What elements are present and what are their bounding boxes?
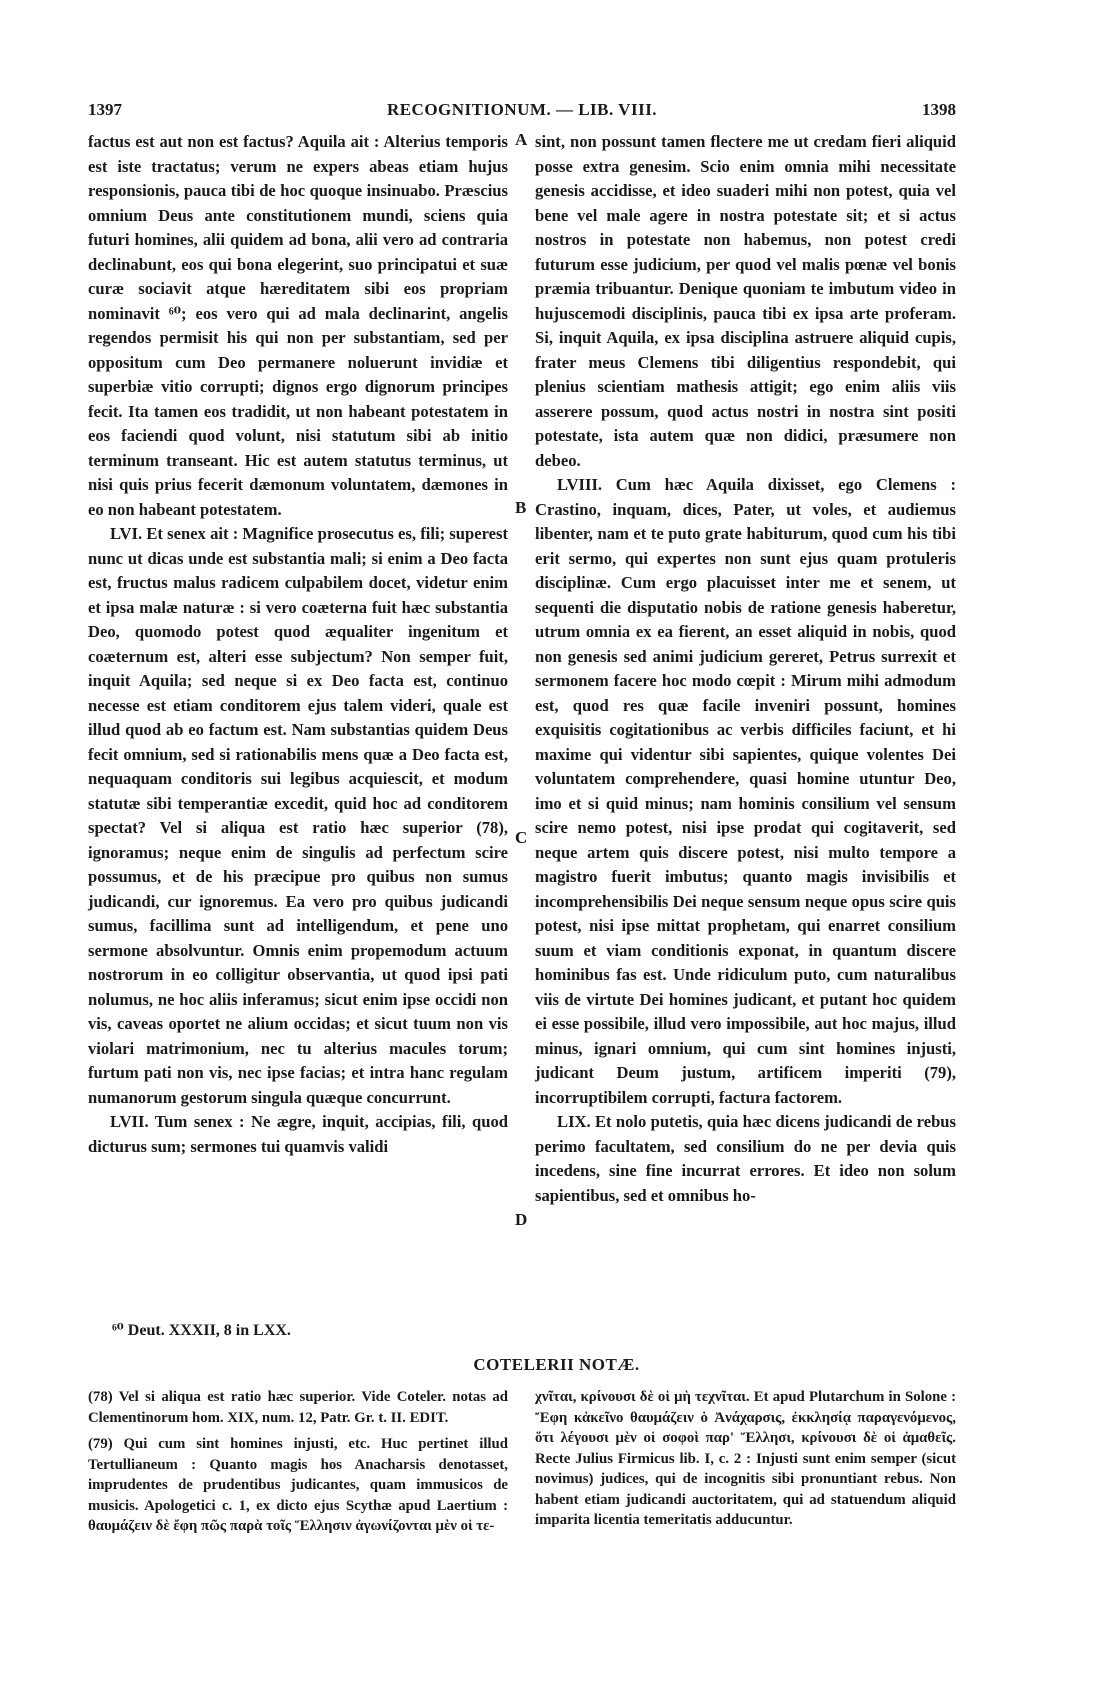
note-79-cont: χνῖται, κρίνουσι δὲ οἱ μὴ τεχνῖται. Et apud Plutarchum in Solone : Ἔφη κἀκεῖνο θαυμάζειν ὁ Ἀνάχαρσις, ἐκκλησίᾳ παραγενόμενος, ὅτι λέγουσι μὲν οἱ σοφοὶ παρ' Ἕλλησι, κρίνουσι δὲ οἱ ἀμαθεῖς. Recte Julius Firmicus lib. I, c. 2 : Injusti sunt enim semper (sicut novimus) judices, qui de incognitis sibi pronuntiant rebus. Non habent etiam judicandi auctoritatem, qui ad statuendum aliquid imparita licentia temeritatis adducuntur. bbox=[535, 1389, 956, 1528]
margin-marker-a: A bbox=[515, 130, 528, 149]
page-number-right: 1398 bbox=[922, 100, 956, 119]
paragraph-lix: LIX. Et nolo putetis, quia hæc dicens judicandi de rebus perimo facultatem, sed consilium do ne per devia quis incedens, sine fine incurrat errores. Et ideo non solum sapientibus, sed et omnibus ho- bbox=[535, 1112, 956, 1205]
page-number-left: 1397 bbox=[88, 100, 122, 119]
page-header bbox=[88, 100, 956, 126]
footnote: ⁶⁰ Deut. XXXII, 8 in LXX. bbox=[112, 1322, 291, 1339]
notes-left-column bbox=[88, 1387, 508, 1543]
paragraph-lviii: LVIII. Cum hæc Aquila dixisset, ego Clemens : Crastino, inquam, dices, Pater, ut voles, et audiemus libenter, nam et te puto grate habiturum, quod cum his tibi erit sermo, qui expertes non sunt ejus quam protuleris disciplinæ. Cum ergo placuisset inter me et senem, ut sequenti die disputatio nobis de ratione genesis haberetur, utrum omnia ex ea fierent, an esset aliquid in nobis, quod non genesis sed animi judicium gereret, Petrus surrexit et sermonem facere hoc modo cœpit : Mirum mihi admodum est, quod res quæ facile inveniri possunt, homines exquisitis cogitationibus ac verbis difficiles faciunt, et hi maxime qui videntur sibi sapientes, quique volentes Dei voluntatem comprehendere, quasi homine utuntur Deo, imo et si quid minus; nam hominis consilium vel sensum scire nemo potest, nisi ipse prodat qui cogitaverit, sed neque artem quis discere potest, nisi multo tempore a magistro fuerit imbutus; quanto magis invisibilis et incomprehensibilis Dei neque sensum neque opus scire quis potest, nisi ipse mittat prophetam, qui enarret consilium suum et viam conditionis exponat, in quantum discere hominibus fas est. Unde ridiculum puto, cum naturalibus viis de virtute Dei homines judicant, et putant hoc quidem ei esse possibile, illud vero impossibile, aut hoc majus, illud minus, ignari omnium, qui cum sint homines injusti, judicant Deum justum, artificem imperiti (79), incorruptibilem corrupti, factura factorem. bbox=[535, 475, 956, 1107]
notes-right-column bbox=[535, 1387, 956, 1537]
paragraph-lvii-cont: sint, non possunt tamen flectere me ut credam fieri aliquid posse extra genesim. Scio enim omnia mihi necessitate genesis accidisse, et ideo suaderi mihi non potest, quia vel bene vel male agere in nostra potestate sit; et si actus nostros in potestate non habemus, non potest credi futurum esse judicium, per quod vel malis pœnæ vel bonis præmia tribuantur. Denique quoniam te imbutum video in hujuscemodi disciplinis, pauca tibi ex ipsa arte proferam. Si, inquit Aquila, ex ipsa disciplina astruere aliquid cupis, frater meus Clemens tibi diligentius respondebit, qui plenius scientiam mathesis attigit; ego enim aliis viis asserere possum, quod actus nostri in nostra sint positi potestate, ista autem quæ non didici, præsumere non debeo. bbox=[535, 132, 956, 470]
notes-title: COTELERII NOTÆ. bbox=[473, 1355, 640, 1374]
paragraph-lvii: LVII. Tum senex : Ne ægre, inquit, accipias, fili, quod dicturus sum; sermones tui quamvis validi bbox=[88, 1112, 508, 1156]
note-79: (79) Qui cum sint homines injusti, etc. Huc pertinet illud Tertullianeum : Quanto magis hos Anacharsis denotasset, imprudentes de prudentibus judicantes, quam immusicos de musicis. Apologetici c. 1, ex dicto ejus Scythæ apud Laertium : θαυμάζειν δὲ ἔφη πῶς παρὰ τοῖς Ἕλλησιν ἀγωνίζονται μὲν οἱ τε- bbox=[88, 1436, 508, 1534]
running-title: RECOGNITIONUM. — LIB. VIII. bbox=[386, 100, 658, 119]
right-column bbox=[535, 130, 956, 1208]
left-column bbox=[88, 130, 508, 1159]
margin-marker-d: D bbox=[515, 1210, 528, 1229]
margin-marker-b: B bbox=[515, 498, 527, 517]
paragraph-lvi: LVI. Et senex ait : Magnifice prosecutus es, fili; superest nunc ut dicas unde est substantia mali; si enim a Deo facta est, fructus malus radicem culpabilem docet, videtur enim et ipsa malæ naturæ : si vero coæterna fuit hæc substantia Deo, quomodo potest quod æqualiter ingenitum et coæternum est, alteri esse subjectum? Non semper fuit, inquit Aquila; sed neque si ex Deo facta est, continuo necesse est etiam conditorem ejus talem videri, quale est illud quod ab eo factum est. Nam substantias quidem Deus fecit omnium, sed si rationabilis mens quæ a Deo facta est, nequaquam conditoris sui legibus acquiescit, et modum statutæ sibi temperantiæ excedit, quid hoc ad conditorem spectat? Vel si aliqua est ratio hæc superior (78), ignoramus; neque enim de singulis ad perfectum scire possumus, et de his præcipue pro quibus non sumus judicandi, cur ignoremus. Ea vero pro quibus judicandi sumus, facillima sunt ad intelligendum, et pene uno sermone absolvuntur. Omnis enim propemodum actuum nostrorum in eo colligitur observantia, ut quod ipsi pati nolumus, ne hoc aliis inferamus; sicut enim ipse occidi non vis, caveas oportet ne alium occidas; et sicut tuum non vis violari matrimonium, nec tu alterius macules torum; furtum pati non vis, nec ipse facias; et intra hanc regulam numanorum gestorum singula quæque concurrunt. bbox=[88, 524, 508, 1107]
paragraph-lv: factus est aut non est factus? Aquila ait : Alterius temporis est iste tractatus; verum ne expers abeas etiam hujus responsionis, pauca tibi de hoc quoque insinuabo. Præscius omnium Deus ante constitutionem mundi, sciens quia futuri homines, alii quidem ad bona, alii vero ad contraria declinabunt, eos qui bona elegerint, suo principatui et suæ curæ sociavit atque hæreditatem sibi eos propriam nominavit ⁶⁰; eos vero qui ad mala declinarint, angelis regendos permisit his qui non per substantiam, sed per oppositum cum Deo permanere noluerunt invidiæ et superbiæ vitio corrupti; dignos ergo dignorum principes fecit. Ita tamen eos tradidit, ut non habeant potestatem in eos faciendi quod volunt, nisi statutum sibi ab initio terminum transeant. Hic est autem statutus terminus, ut nisi quis prius fecerit dæmonum voluntatem, dæmones in eo non habeant potestatem. bbox=[88, 132, 508, 519]
note-78: (78) Vel si aliqua est ratio hæc superior. Vide Coteler. notas ad Clementinorum hom. XIX, num. 12, Patr. Gr. t. II. EDIT. bbox=[88, 1389, 508, 1426]
margin-marker-c: C bbox=[515, 828, 528, 847]
